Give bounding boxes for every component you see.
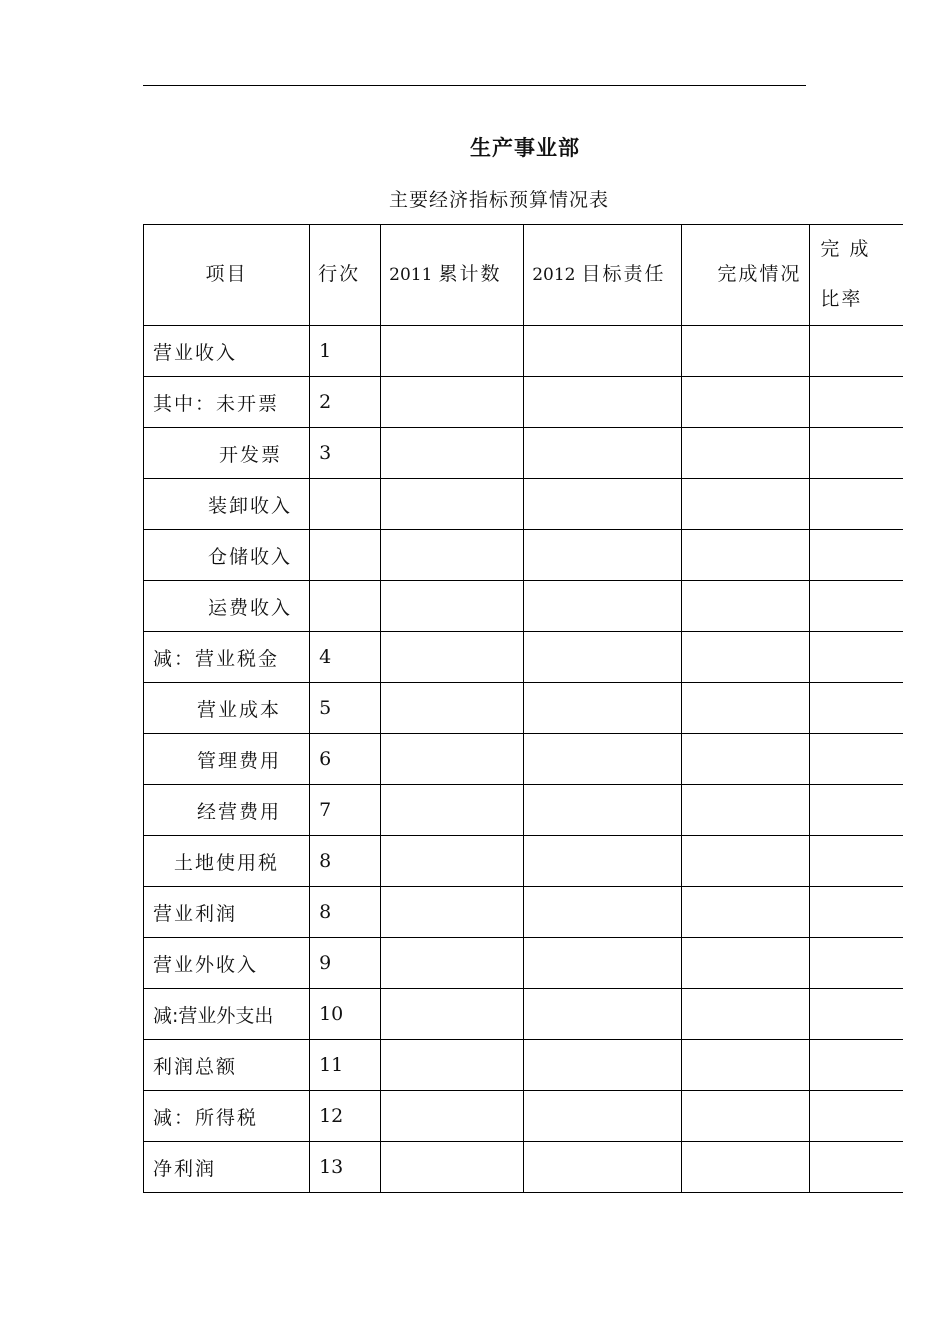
row-line-no: 11: [310, 1040, 381, 1091]
header-target-2012-year: 2012: [532, 264, 576, 285]
header-cum-2011-year: 2011: [389, 264, 433, 285]
row-line-no: [310, 581, 381, 632]
row-line-no: 8: [310, 836, 381, 887]
row-line-no: 5: [310, 683, 381, 734]
row-line-no: 7: [310, 785, 381, 836]
row-line-no: 9: [310, 938, 381, 989]
row-cum-2011-cell[interactable]: [381, 326, 524, 377]
row-cum-2011-cell[interactable]: [381, 989, 524, 1040]
row-target-2012-cell[interactable]: [524, 479, 682, 530]
header-completion: [682, 225, 810, 326]
row-completion-cell[interactable]: [682, 785, 810, 836]
row-rate-cell[interactable]: [810, 326, 903, 377]
row-target-2012-cell[interactable]: [524, 683, 682, 734]
table-row: [144, 530, 904, 581]
row-rate-cell[interactable]: [810, 530, 903, 581]
row-item-label: 开发票: [219, 443, 283, 466]
row-item-label: 营业利润: [153, 902, 238, 925]
row-item-cell: [144, 734, 310, 785]
row-target-2012-cell[interactable]: [524, 785, 682, 836]
row-item-label: 仓储收入: [208, 545, 293, 568]
row-item-cell: [144, 1142, 310, 1193]
row-completion-cell[interactable]: [682, 683, 810, 734]
row-rate-cell[interactable]: [810, 887, 903, 938]
row-item-label: 其中：未开票: [153, 392, 280, 415]
row-line-no: 3: [310, 428, 381, 479]
row-target-2012-cell[interactable]: [524, 377, 682, 428]
row-completion-cell[interactable]: [682, 326, 810, 377]
row-target-2012-cell[interactable]: [524, 632, 682, 683]
row-line-no: [310, 479, 381, 530]
table-row: [144, 1040, 904, 1091]
row-item-cell: [144, 938, 310, 989]
header-completion-label: 完成情况: [717, 263, 802, 285]
row-target-2012-cell[interactable]: [524, 1040, 682, 1091]
table-row: [144, 326, 904, 377]
table-row: [144, 1091, 904, 1142]
table-row: [144, 428, 904, 479]
row-completion-cell[interactable]: [682, 1091, 810, 1142]
row-item-cell: [144, 428, 310, 479]
row-target-2012-cell[interactable]: [524, 734, 682, 785]
table-row: [144, 887, 904, 938]
row-item-label: 装卸收入: [208, 494, 293, 517]
row-cum-2011-cell[interactable]: [381, 938, 524, 989]
row-cum-2011-cell[interactable]: [381, 1040, 524, 1091]
row-cum-2011-cell[interactable]: [381, 683, 524, 734]
row-item-cell: [144, 377, 310, 428]
row-target-2012-cell[interactable]: [524, 1142, 682, 1193]
row-item-label: 运费收入: [208, 596, 293, 619]
header-rate-line2: 比率: [820, 288, 863, 310]
row-target-2012-cell[interactable]: [524, 836, 682, 887]
table-row: [144, 989, 904, 1040]
row-cum-2011-cell[interactable]: [381, 530, 524, 581]
document-subtitle: 主要经济指标预算情况表: [388, 189, 609, 211]
row-target-2012-cell[interactable]: [524, 887, 682, 938]
row-cum-2011-cell[interactable]: [381, 887, 524, 938]
row-item-cell: [144, 326, 310, 377]
row-cum-2011-cell[interactable]: [381, 632, 524, 683]
row-target-2012-cell[interactable]: [524, 938, 682, 989]
row-line-no: 6: [310, 734, 381, 785]
table-row: [144, 632, 904, 683]
row-item-cell: [144, 1040, 310, 1091]
row-item-cell: [144, 836, 310, 887]
row-item-cell: [144, 632, 310, 683]
row-rate-cell[interactable]: [810, 428, 903, 479]
row-target-2012-cell[interactable]: [524, 530, 682, 581]
row-target-2012-cell[interactable]: [524, 326, 682, 377]
row-line-no: 13: [310, 1142, 381, 1193]
row-completion-cell[interactable]: [682, 836, 810, 887]
row-cum-2011-cell[interactable]: [381, 377, 524, 428]
row-cum-2011-cell[interactable]: [381, 785, 524, 836]
row-line-no: 4: [310, 632, 381, 683]
row-rate-cell[interactable]: [810, 1142, 903, 1193]
row-line-no: 2: [310, 377, 381, 428]
row-item-cell: [144, 479, 310, 530]
table-row: [144, 377, 904, 428]
row-cum-2011-cell[interactable]: [381, 581, 524, 632]
header-item: [144, 225, 310, 326]
header-item-label: 项目: [205, 263, 248, 285]
row-completion-cell[interactable]: [682, 581, 810, 632]
row-rate-cell[interactable]: [810, 989, 903, 1040]
row-line-no: 12: [310, 1091, 381, 1142]
row-completion-cell[interactable]: [682, 428, 810, 479]
row-item-label: 减:营业外支出: [153, 1004, 274, 1027]
row-item-cell: [144, 581, 310, 632]
row-item-label: 营业外收入: [153, 953, 259, 976]
row-item-label: 净利润: [153, 1157, 217, 1180]
row-item-cell: [144, 989, 310, 1040]
row-rate-cell[interactable]: [810, 734, 903, 785]
row-target-2012-cell[interactable]: [524, 428, 682, 479]
row-rate-cell[interactable]: [810, 632, 903, 683]
row-rate-cell[interactable]: [810, 377, 903, 428]
row-rate-cell[interactable]: [810, 1091, 903, 1142]
header-target-2012: [524, 225, 682, 326]
header-target-2012-text: 目标责任: [581, 262, 666, 285]
row-rate-cell[interactable]: [810, 938, 903, 989]
row-target-2012-cell[interactable]: [524, 1091, 682, 1142]
budget-table: [143, 224, 903, 1193]
row-completion-cell[interactable]: [682, 632, 810, 683]
header-cum-2011-label: [389, 249, 523, 300]
row-item-label: 减：所得税: [153, 1106, 259, 1129]
table-row: [144, 479, 904, 530]
table-row: [144, 683, 904, 734]
header-rate-line1: 完成: [820, 238, 879, 260]
row-completion-cell[interactable]: [682, 530, 810, 581]
header-cum-2011: [381, 225, 524, 326]
row-item-cell: [144, 887, 310, 938]
row-item-label: 管理费用: [197, 749, 282, 772]
table-row: [144, 734, 904, 785]
row-item-label: 利润总额: [153, 1055, 238, 1078]
row-cum-2011-cell[interactable]: [381, 479, 524, 530]
row-completion-cell[interactable]: [682, 479, 810, 530]
row-rate-cell[interactable]: [810, 836, 903, 887]
row-completion-cell[interactable]: [682, 887, 810, 938]
row-item-label: 营业成本: [197, 698, 282, 721]
header-cum-2011-text: 累计数: [438, 262, 502, 285]
row-rate-cell[interactable]: [810, 479, 903, 530]
header-completion-rate: [810, 225, 903, 326]
table-row: [144, 1142, 904, 1193]
row-completion-cell[interactable]: [682, 938, 810, 989]
row-item-label: 土地使用税: [174, 851, 280, 874]
row-rate-cell[interactable]: [810, 683, 903, 734]
row-completion-cell[interactable]: [682, 734, 810, 785]
row-cum-2011-cell[interactable]: [381, 836, 524, 887]
header-line-no: [310, 225, 381, 326]
row-cum-2011-cell[interactable]: [381, 1091, 524, 1142]
header-line-no-label: 行次: [318, 263, 361, 285]
row-line-no: 1: [310, 326, 381, 377]
row-cum-2011-cell[interactable]: [381, 1142, 524, 1193]
row-item-cell: [144, 683, 310, 734]
row-item-label: 营业收入: [153, 341, 238, 364]
table-header-row: [144, 225, 904, 326]
row-item-cell: [144, 785, 310, 836]
row-line-no: 10: [310, 989, 381, 1040]
header-rule: [143, 85, 806, 86]
row-target-2012-cell[interactable]: [524, 989, 682, 1040]
row-target-2012-cell[interactable]: [524, 581, 682, 632]
row-cum-2011-cell[interactable]: [381, 428, 524, 479]
row-item-label: 经营费用: [197, 800, 282, 823]
row-completion-cell[interactable]: [682, 1040, 810, 1091]
table-row: [144, 581, 904, 632]
table-row: [144, 785, 904, 836]
header-target-2012-label: [532, 249, 681, 300]
row-line-no: 8: [310, 887, 381, 938]
row-rate-cell[interactable]: [810, 581, 903, 632]
row-line-no: [310, 530, 381, 581]
row-completion-cell[interactable]: [682, 377, 810, 428]
table-row: [144, 836, 904, 887]
row-rate-cell[interactable]: [810, 785, 903, 836]
row-completion-cell[interactable]: [682, 1142, 810, 1193]
row-item-label: 减：营业税金: [153, 647, 280, 670]
row-completion-cell[interactable]: [682, 989, 810, 1040]
table-row: [144, 938, 904, 989]
row-rate-cell[interactable]: [810, 1040, 903, 1091]
row-item-cell: [144, 530, 310, 581]
row-item-cell: [144, 1091, 310, 1142]
document-title: 生产事业部: [470, 136, 580, 160]
row-cum-2011-cell[interactable]: [381, 734, 524, 785]
